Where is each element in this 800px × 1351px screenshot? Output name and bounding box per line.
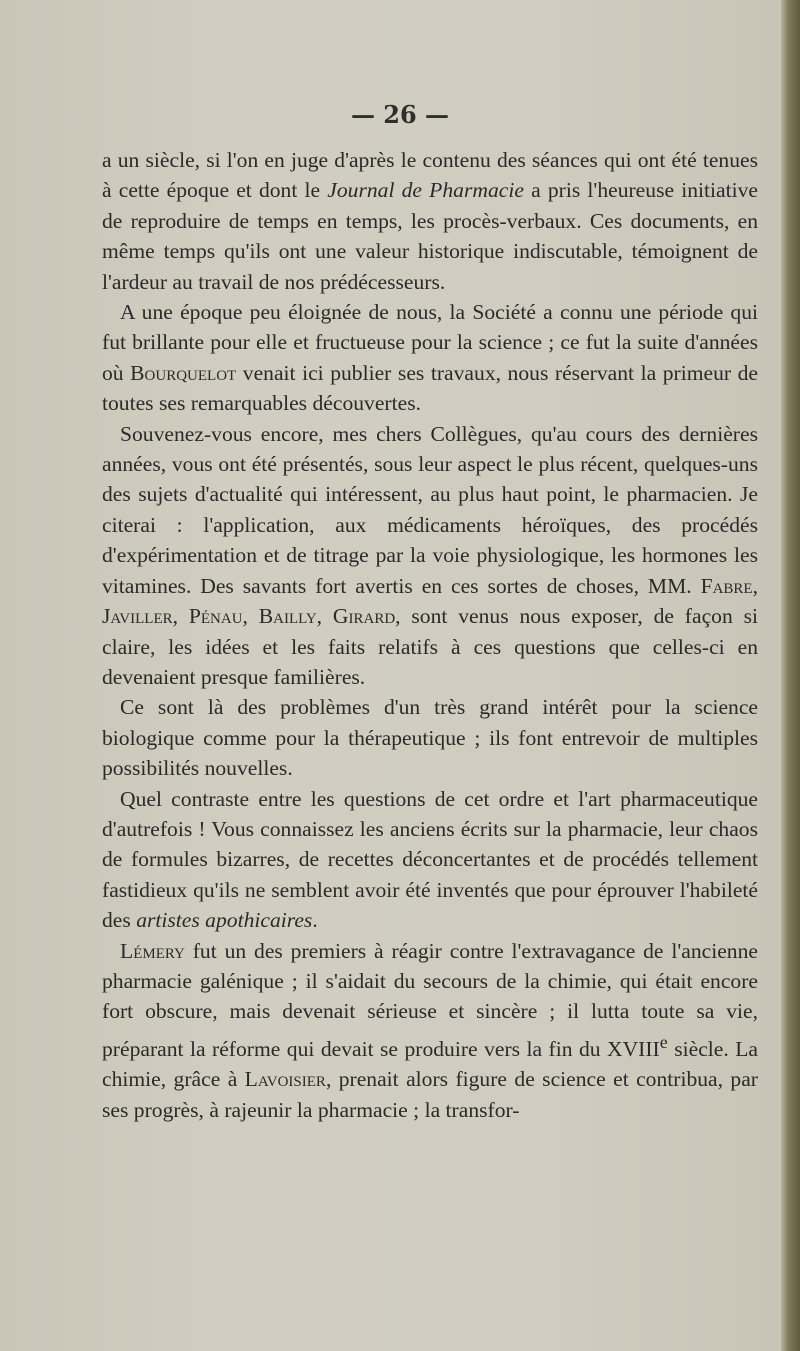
text-run: Ce sont là des problèmes d'un très grand intérêt pour la science biologique comme pour la thérapeutique ; ils font entrevoir de multiples possibilités nouvelles. [102,695,758,781]
page-number: — 26 — [350,100,450,129]
text-run: . [312,908,318,933]
paragraph [102,419,758,693]
text-run: , [316,604,333,629]
author-name: Fabre [700,573,753,598]
page-edge [781,0,800,1351]
paragraph [102,692,758,783]
text-run: , [242,604,259,629]
text-run: Souvenez-vous encore, mes chers Collègues, qu'au cours des dernières années, vous ont été présentés, sous leur aspect le plus récent, quelques-uns des sujets d'actualité qui intéressent, au plus haut point, le pharmacien. Je citerai : l'application, aux médicaments héroïques, des procédés d'expérimentation et de titrage par la voie physiologique, les hormones les vitamines. Des savants fort avertis en ces sortes de choses, MM. [102,421,758,598]
text-run: , prenait alors figure de science et contribua, par ses progrès, à rajeunir la pharmacie ; la transfor- [102,1067,758,1122]
author-name: Pénau [188,604,243,629]
author-name: Bailly [258,604,317,629]
author-name: Bourquelot [130,360,237,385]
text-run: fut un des premiers à réagir contre l'extravagance de l'ancienne pharmacie galénique ; il s'aidait du secours de la chimie, qui était encore fort obscure, mais devenait sérieuse et sincère ; il lutta toute sa vie, préparant la réforme qui devait se produire vers la fin du XVIII [102,938,758,1061]
italic-text: Journal de Pharmacie [327,178,524,203]
text-run: venait ici publier ses travaux, nous réservant la primeur de toutes ses remarquables découvertes. [102,360,759,416]
paragraph [102,297,758,419]
body-text [102,145,758,1125]
author-name: Lavoisier [244,1067,326,1092]
author-name: Girard [332,604,396,629]
superscript: e [659,1031,668,1052]
text-run: A une époque peu éloignée de nous, la Société a connu une période qui fut brillante pour elle et fructueuse pour la science ; ce fut la suite d'années où [102,300,758,385]
text-run: , [172,604,189,629]
text-run: siècle. La chimie, grâce à [102,1036,758,1092]
text-run: Quel contraste entre les questions de cet ordre et l'art pharmaceutique d'autrefois ! Vous connaissez les anciens écrits sur la pharmacie, leur chaos de formules bizarres, de recettes déconcertantes et de procédés tellement fastidieux qu'ils ne semblent avoir été inventés que pour éprouver l'habileté des [102,786,758,933]
author-name: Lémery [120,938,185,963]
author-name: Javiller [102,604,173,629]
text-run: a un siècle, si l'on en juge d'après le contenu des séances qui ont été tenues à cette époque et dont le [102,148,758,203]
italic-text: artistes apothicaires [136,908,313,933]
paragraph [102,936,758,1126]
text-run: a pris l'heureuse initiative de reproduire de temps en temps, les procès-verbaux. Ces documents, en même temps qu'ils ont une valeur historique indiscutable, témoignent de l'ardeur au travail de nos prédécesseurs. [102,178,758,294]
paragraph [102,145,758,297]
text-run: , [752,573,758,598]
paragraph [102,784,758,936]
text-run: , sont venus nous exposer, de façon si claire, les idées et les faits relatifs à ces questions que celles-ci en devenaient presque familières. [102,604,758,689]
